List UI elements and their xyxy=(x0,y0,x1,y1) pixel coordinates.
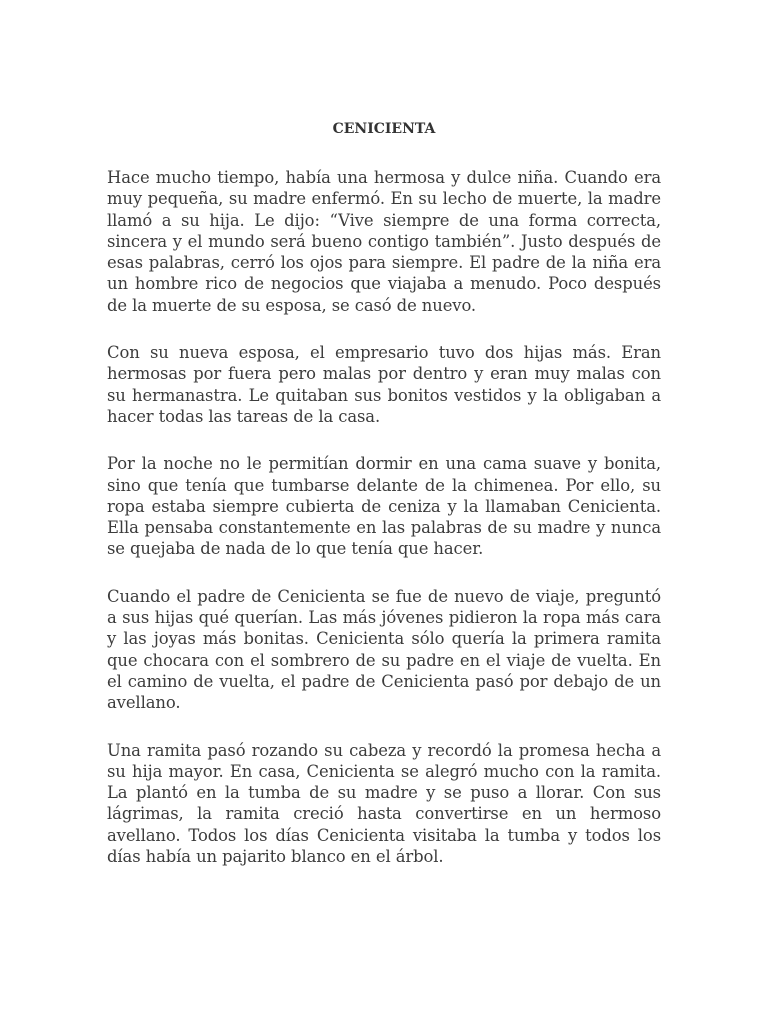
paragraph-5: Una ramita pasó rozando su cabeza y recordó la promesa hecha a su hija mayor. En casa, Cenicienta se alegró mucho con la ramita. La plantó en la tumba de su madre y se puso a llorar. Con sus lágrimas, la ramita creció hasta convertirse en un hermoso avellano. Todos los días Cenicienta visitaba la tumba y todos los días había un pajarito blanco en el árbol. xyxy=(107,740,661,867)
paragraph-1: Hace mucho tiempo, había una hermosa y dulce niña. Cuando era muy pequeña, su madre enfermó. En su lecho de muerte, la madre llamó a su hija. Le dijo: “Vive siempre de una forma correcta, sincera y el mundo será bueno contigo también”. Justo después de esas palabras, cerró los ojos para siempre. El padre de la niña era un hombre rico de negocios que viajaba a menudo. Poco después de la muerte de su esposa, se casó de nuevo. xyxy=(107,168,661,315)
document-body xyxy=(107,167,661,893)
paragraph-2: Con su nueva esposa, el empresario tuvo dos hijas más. Eran hermosas por fuera pero malas por dentro y eran muy malas con su hermanastra. Le quitaban sus bonitos vestidos y la obligaban a hacer todas las tareas de la casa. xyxy=(107,343,661,426)
paragraph-4: Cuando el padre de Cenicienta se fue de nuevo de viaje, preguntó a sus hijas qué querían. Las más jóvenes pidieron la ropa más cara y las joyas más bonitas. Cenicienta sólo quería la primera ramita que chocara con el sombrero de su padre en el viaje de vuelta. En el camino de vuelta, el padre de Cenicienta pasó por debajo de un avellano. xyxy=(107,586,661,713)
document-title: CENICIENTA xyxy=(332,121,436,137)
paragraph-3: Por la noche no le permitían dormir en una cama suave y bonita, sino que tenía que tumbarse delante de la chimenea. Por ello, su ropa estaba siempre cubierta de ceniza y la llamaban Cenicienta. Ella pensaba constantemente en las palabras de su madre y nunca se quejaba de nada de lo que tenía que hacer. xyxy=(107,454,661,559)
